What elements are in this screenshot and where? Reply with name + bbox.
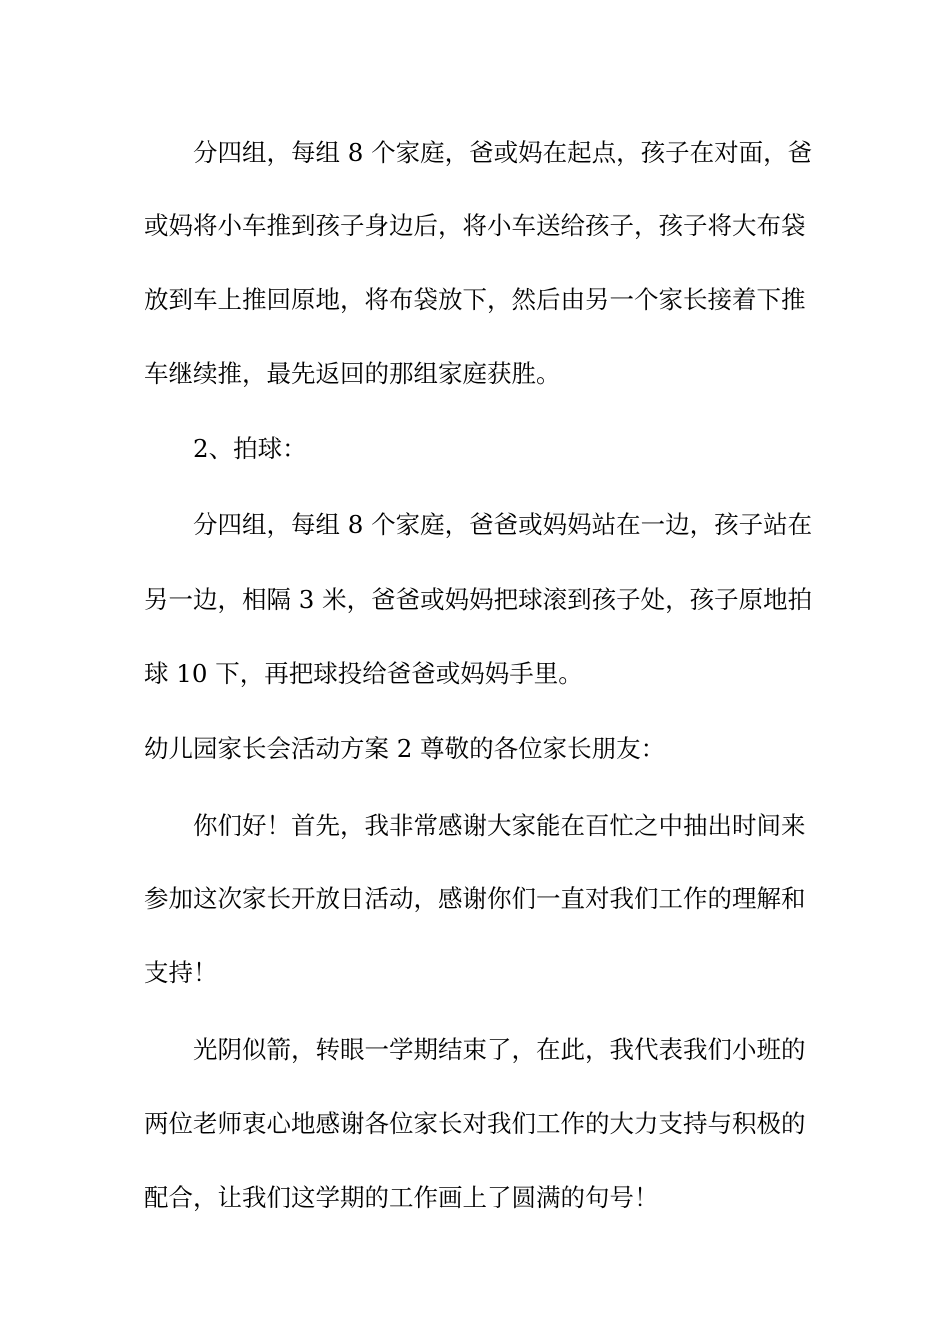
paragraph-line: 光阴似箭，转眼一学期结束了，在此，我代表我们小班的: [193, 1035, 806, 1064]
paragraph-line: 或妈将小车推到孩子身边后，将小车送给孩子，孩子将大布袋: [144, 211, 806, 240]
paragraph-line: 分四组，每组 8 个家庭，爸或妈在起点，孩子在对面，爸: [193, 138, 813, 167]
paragraph-line: 车继续推，最先返回的那组家庭获胜。: [144, 359, 561, 388]
paragraph-line: 两位老师衷心地感谢各位家长对我们工作的大力支持与积极的: [144, 1109, 806, 1138]
paragraph-line: 你们好！首先，我非常感谢大家能在百忙之中抽出时间来: [193, 811, 806, 840]
section-title: 幼儿园家长会活动方案 2 尊敬的各位家长朋友：: [144, 734, 666, 763]
section-heading: 2、拍球：: [193, 434, 307, 463]
paragraph-line: 放到车上推回原地，将布袋放下，然后由另一个家长接着下推: [144, 285, 806, 314]
paragraph-line: 支持！: [144, 958, 218, 987]
paragraph-line: 分四组，每组 8 个家庭，爸爸或妈妈站在一边，孩子站在: [193, 510, 813, 539]
paragraph-line: 参加这次家长开放日活动，感谢你们一直对我们工作的理解和: [144, 884, 806, 913]
paragraph-line: 球 10 下，再把球投给爸爸或妈妈手里。: [144, 659, 583, 688]
paragraph-line: 配合，让我们这学期的工作画上了圆满的句号！: [144, 1183, 659, 1212]
paragraph-line: 另一边，相隔 3 米，爸爸或妈妈把球滚到孩子处，孩子原地拍: [144, 585, 813, 614]
